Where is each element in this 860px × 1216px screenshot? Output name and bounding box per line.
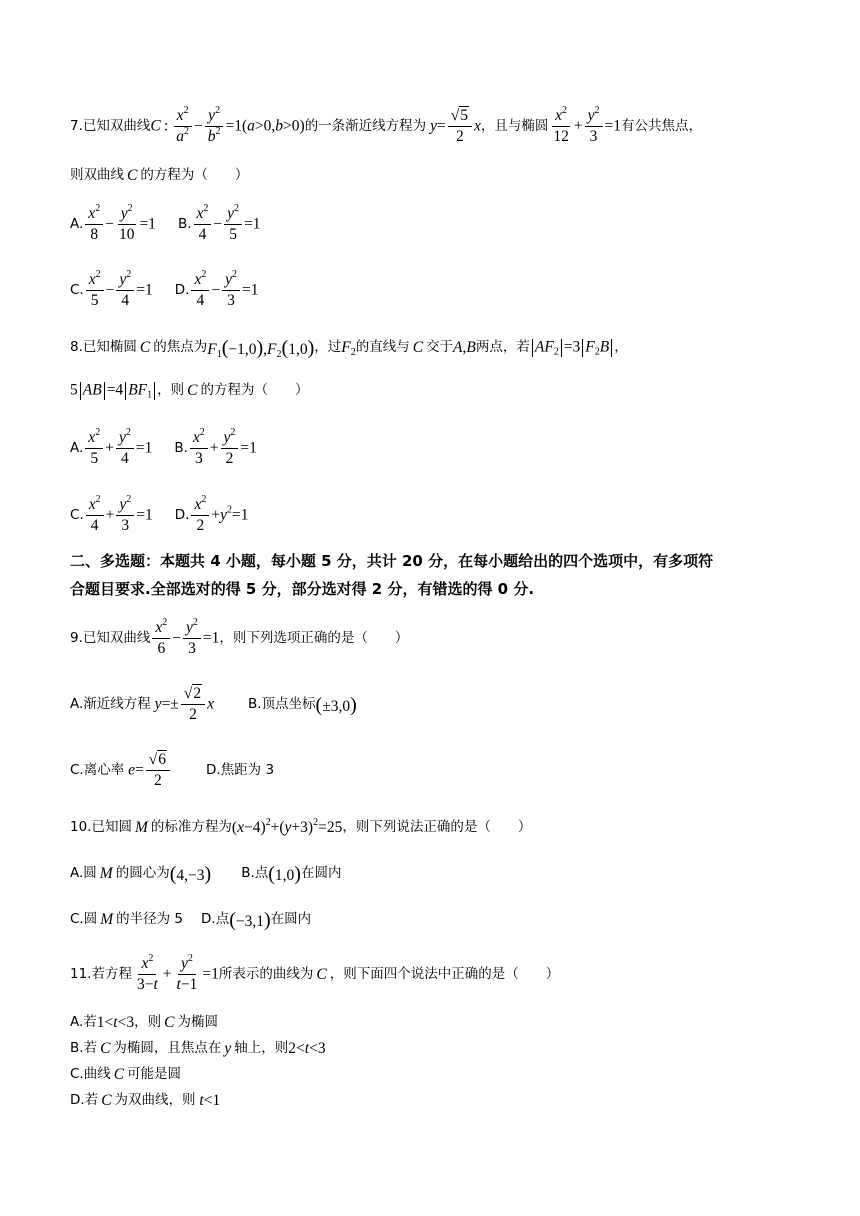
q8-option-c: C.: [70, 507, 84, 524]
q7-line1: 7.已知双曲线 C : $\frac{x^2}{a^2}$ − $\frac{y^2}{b^2}$ =1(a>0,b>0) 的一条渐近线方程为 y= $\frac{√5}{2}$ x ，且与椭圆 $\frac{x^2}{12}$ + $\frac{y^2}{3}$ =1 有公共焦点，: [70, 105, 702, 146]
q7-options-ab: A. $\frac{x^2}{8}$ − $\frac{y^2}{10}$ =1 B. $\frac{x^2}{4}$ − $\frac{y^2}{5}$ =1: [70, 203, 261, 244]
q7-hyperbola-equation: C : $\frac{x^2}{a^2}$ − $\frac{y^2}{b^2}$ =1(a>0,b>0): [150, 105, 305, 146]
q10-option-b: B.点: [241, 865, 269, 882]
q9-option-b: B.顶点坐标: [247, 696, 316, 713]
q7-option-b: B.: [177, 216, 192, 233]
q8-option-a: A.: [70, 440, 84, 457]
q8-foci: $F_1(-1,0),F_2(1,0)$: [207, 337, 315, 360]
q9-option-c: C.离心率: [70, 762, 125, 779]
q8-line1: 8.已知椭圆 C 的焦点为 $F_1(-1,0),F_2(1,0)$ ，过 $F_2$ 的直线与 C 交于 A , B 两点，若 $AF_2 =3$ $F_2B$ ，: [70, 337, 628, 360]
q7-option-c: C.: [70, 282, 84, 299]
q11-option-c: C.曲线 C 可能是圆: [70, 1066, 182, 1083]
q9-option-a: A.渐近线方程: [70, 696, 151, 713]
q11-option-b: B.若 C 为椭圆，且焦点在 y 轴上，则 2<t<3: [70, 1040, 326, 1057]
q8-option-b: B.: [174, 440, 188, 457]
q7-option-a: A.: [70, 216, 84, 233]
q8-option-d: D.: [174, 507, 190, 524]
q7-line2: 则双曲线 C 的方程为（ ）: [70, 167, 249, 184]
q9-options-ab: A.渐近线方程 y=± $\frac{√2}{2}$ x B.顶点坐标 (±3,0): [70, 685, 357, 724]
q10-line1: 10.已知圆 M 的标准方程为 $(x-4)^2+(y+3)^2=25$ ，则下列说法正确的是（ ）: [70, 817, 532, 836]
q8-options-cd: C. $\frac{x^2}{4}$ + $\frac{y^2}{3}$ =1 D. $\frac{x^2}{2}$ $+y^2=1$: [70, 494, 249, 535]
q9-options-cd: C.离心率 e= $\frac{√6}{2}$ D.焦距为 3: [70, 751, 275, 790]
q10-option-d: D.点: [201, 911, 230, 928]
q8-line2: 5 AB =4 $BF_1$ ，则 C 的方程为（ ）: [70, 381, 309, 401]
section2-heading-line2: 合题目要求.全部选对的得 5 分，部分选对得 2 分，有错选的得 0 分.: [70, 580, 535, 598]
section2-heading-line1: 二、多选题：本题共 4 小题，每小题 5 分，共计 20 分，在每小题给出的四个选项中，有多项符: [70, 552, 714, 570]
q9-line1: 9.已知双曲线 $\frac{x^2}{6}$ − $\frac{y^2}{3}$ =1 ，则下列选项正确的是（ ）: [70, 617, 409, 658]
q11-line1: 11.若方程 $\frac{x^2}{3-t}$ + $\frac{y^2}{t-1}$ =1 所表示的曲线为 C ，则下面四个说法中正确的是（ ）: [70, 953, 560, 994]
q8-condition1: $AF_2 =3$ $F_2B$: [530, 339, 614, 357]
q9-option-d: D.焦距为 3: [206, 762, 275, 779]
q10-option-a: A.圆: [70, 865, 97, 882]
q7-options-cd: C. $\frac{x^2}{5}$ − $\frac{y^2}{4}$ =1 D. $\frac{x^2}{4}$ − $\frac{y^2}{3}$ =1: [70, 269, 259, 310]
q8-condition2: 5 AB =4 $BF_1$: [70, 382, 157, 400]
q10-options-ab: A.圆 M 的圆心为 (4,−3) B.点 (1,0) 在圆内: [70, 863, 342, 885]
q11-option-a: A.若 1<t<3 ，则 C 为椭圆: [70, 1014, 218, 1031]
q11-option-d: D.若 C 为双曲线，则 t<1: [70, 1092, 221, 1109]
q7-asymptote: y= $\frac{√5}{2}$ x: [430, 107, 481, 146]
q10-option-c: C.圆: [70, 911, 98, 928]
q10-circle-equation: $(x-4)^2+(y+3)^2=25$: [231, 817, 343, 836]
q8-options-ab: A. $\frac{x^2}{5}$ + $\frac{y^2}{4}$ =1 B. $\frac{x^2}{3}$ + $\frac{y^2}{2}$ =1: [70, 427, 257, 468]
q7-ellipse-equation: $\frac{x^2}{12}$ + $\frac{y^2}{3}$ =1: [553, 105, 621, 146]
q7-option-d: D.: [174, 282, 190, 299]
q10-options-cd: C.圆 M 的半径为 5 D.点 (−3,1) 在圆内: [70, 909, 312, 931]
